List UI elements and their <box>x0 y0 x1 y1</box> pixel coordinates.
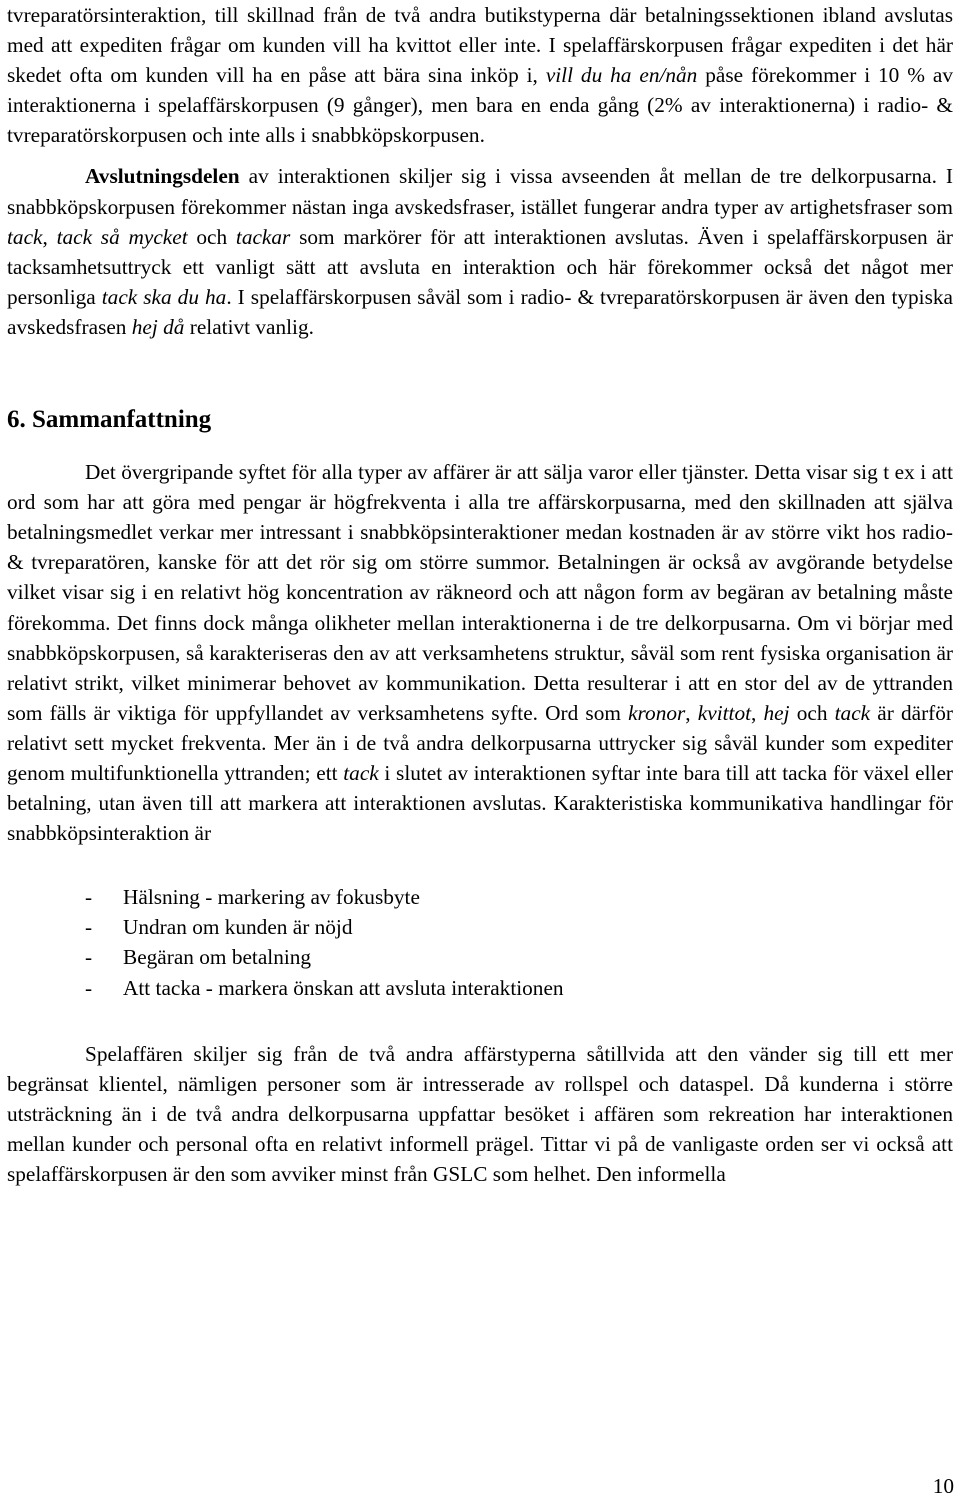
example-word: tack <box>834 700 871 725</box>
page-number: 10 <box>932 1474 954 1498</box>
example-phrase: tackar <box>235 224 291 249</box>
example-phrase: tack så mycket <box>56 224 188 249</box>
paragraph-game-store: Spelaffären skiljer sig från de två andra affärstyperna såtillvida att den vänder sig till ett mer begränsat klientel, nämligen personer som är intresserade av rollspel och dataspel. Då kunderna i större utsträckning än i de två andra delkorpusarna uppfattar besöket i affären som rekreation har interaktionen mellan kunder och personal ofta en relativt informell prägel. Tittar vi på de vanligaste orden ser vi också att spelaffärskorpusen är den som avviker minst från GSLC som helhet. Den informella <box>7 1041 953 1186</box>
paragraph-summary: Det övergripande syftet för alla typer av affärer är att sälja varor eller tjänster. Detta visar sig t ex i att ord som har att göra med pengar är högfrekventa i alla tre affärskorpusarna, med den skillnaden att själva betalningsmedlet verkar mer intressant i snabbköpsinteraktioner medan kostnaden är av större vikt hos radio- & tvreparatören, kanske för att det rör sig om större summor. Betalningen är också av avgörande betydelse vilket visar sig i en relativt hög koncentration av räkneord och att någon form av begäran av betalning måste förekomma. Det finns dock många olikheter mellan interaktionerna i de tre delkorpusarna. Om vi börjar med snabbköpskorpusen, så karakteriseras den av att verksamhetens struktur, såväl som rent fysiska organisation är relativt strikt, vilket minimerar behovet av kommunikation. Detta resulterar i att en stor del av de yttranden som fälls är viktiga för uppfyllandet av verksamhetens syfte. Ord som kronor, kvittot, hej och tack är därför relativt sett mycket frekventa. Mer än i de två andra delkorpusarna uttrycker sig såväl kunder som expediter genom multifunktionella yttranden; ett tack i slutet av interaktionen syftar inte bara till att tacka för växel eller betalning, utan även till att markera att interaktionen avslutas. Karakteristiska kommunikativa handlingar för snabbköpsinteraktion är <box>7 460 954 846</box>
paragraph-closing-section: Avslutningsdelen av interaktionen skiljer sig i vissa avseenden åt mellan de tre delkorpusarna. I snabbköpskorpusen förekommer nästan inga avskedsfraser, istället fungerar andra typer av artighetsfraser som tack, tack så mycket och tackar som markörer för att interaktionen avslutas. Även i spelaffärskorpusen är tacksamhetsuttryck ett vanligt sätt att avsluta en interaktion och här förekommer också det något mer personliga tack ska du ha. I spelaffärskorpusen såväl som i radio- & tvreparatörskorpusen är även den typiska avskedsfrasen hej då relativt vanlig. <box>7 164 953 339</box>
document-page <box>7 0 953 1189</box>
paragraph-payment-closing: tvreparatörsinteraktion, till skillnad från de två andra butikstyperna där betalningssektionen ibland avslutas med att expediten frågar om kunden vill ha kvittot eller inte. I spelaffärskorpusen frågar expediten i det här skedet ofta om kunden vill ha en påse att bära sina inköp i, vill du ha en/nån påse förekommer i 10 % av interaktionerna i spelaffärskorpusen (9 gånger), men bara en enda gång (2% av interaktionerna) i radio- & tvreparatörskorpusen och inte alls i snabbköpskorpusen. <box>7 3 954 148</box>
example-word: hej <box>763 700 790 725</box>
list-dash: - <box>85 975 93 1000</box>
list-item: - Undran om kunden är nöjd <box>7 912 953 942</box>
example-word: tack <box>343 760 379 785</box>
example-phrase: vill du ha en/nån <box>545 63 698 88</box>
example-phrase: tack <box>7 224 43 249</box>
example-word: kvittot <box>697 700 752 725</box>
example-phrase: tack ska du ha <box>101 284 227 309</box>
list-dash: - <box>85 945 93 970</box>
section-heading: 6. Sammanfattning <box>7 406 212 434</box>
list-item: - Hälsning - markering av fokusbyte <box>7 882 953 912</box>
term-bold: Avslutningsdelen <box>85 164 240 189</box>
list-dash: - <box>85 885 93 910</box>
example-word: kronor <box>628 700 686 725</box>
example-phrase: hej då <box>131 314 185 339</box>
list-item: - Att tacka - markera önskan att avsluta interaktionen <box>7 973 953 1003</box>
list-dash: - <box>85 915 93 940</box>
communicative-acts-list <box>7 882 953 1002</box>
list-item: - Begäran om betalning <box>7 942 953 972</box>
